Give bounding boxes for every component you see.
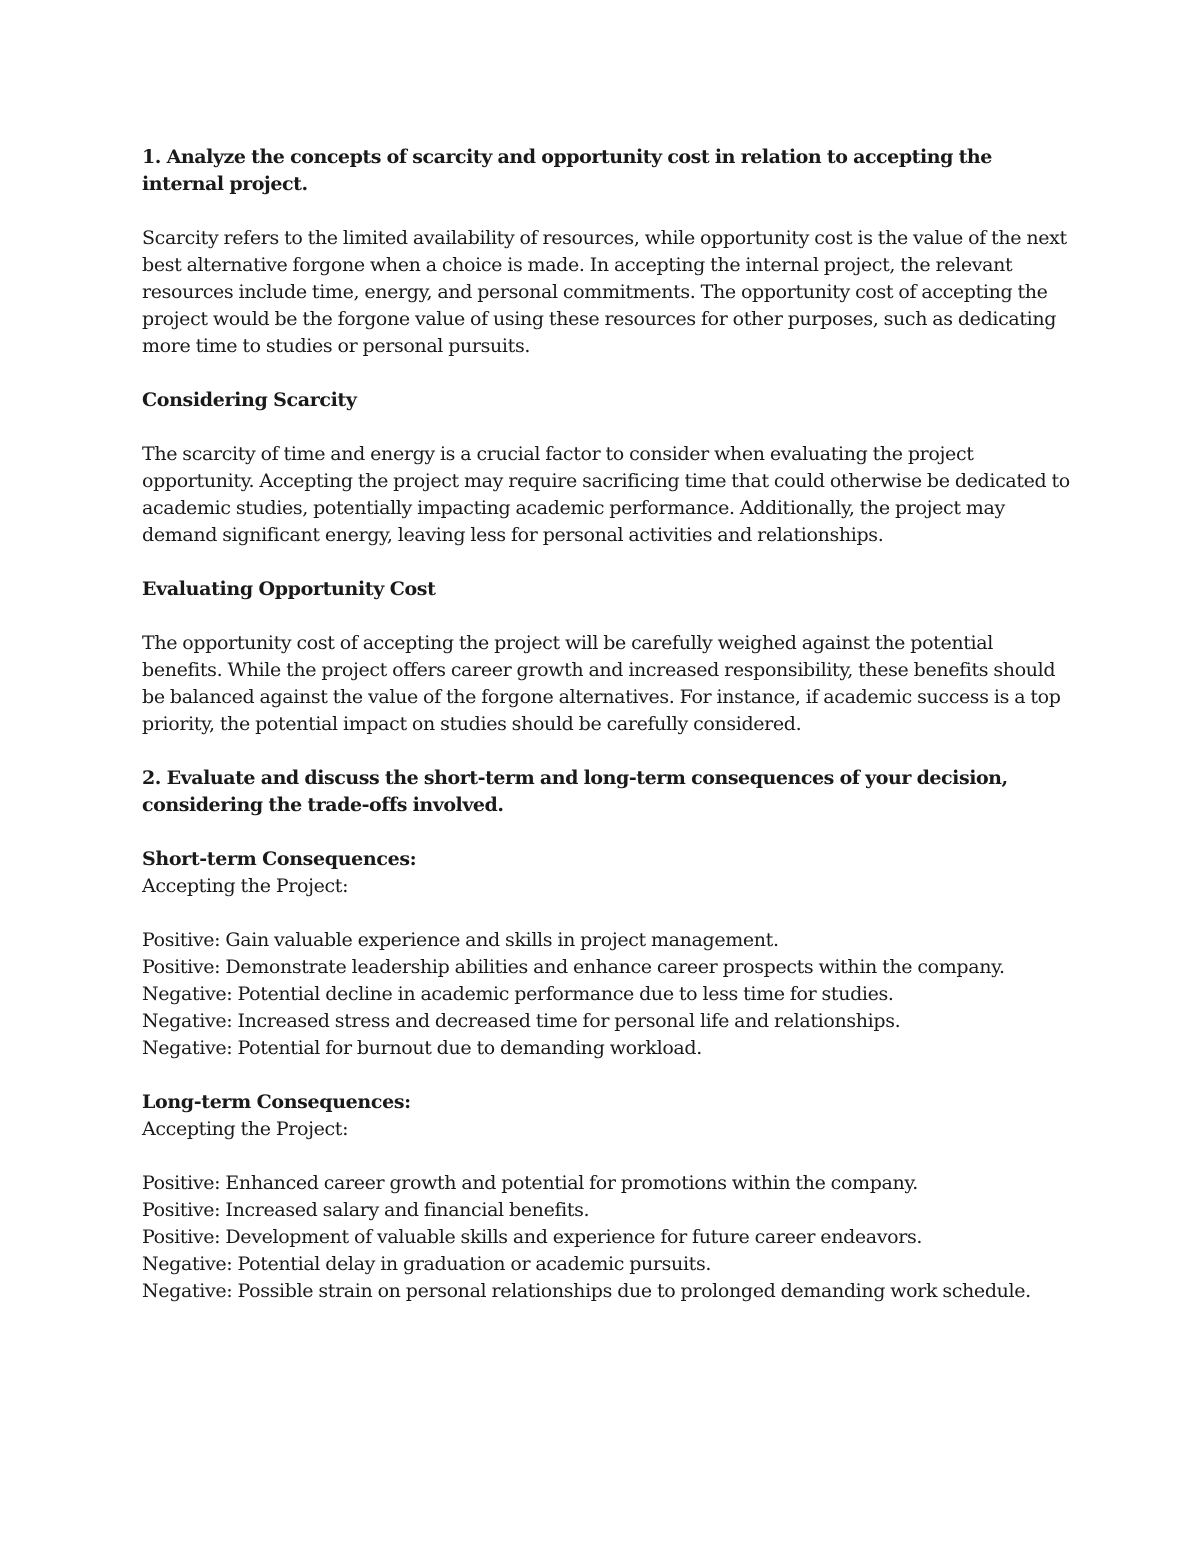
list-item: Negative: Possible strain on personal relationships due to prolonged demanding work schedule. — [142, 1280, 1031, 1302]
list-item: Positive: Development of valuable skills and experience for future career endeavors. — [142, 1226, 923, 1248]
long-term-heading: Long-term Consequences: — [142, 1091, 411, 1113]
list-item: Negative: Potential decline in academic performance due to less time for studies. — [142, 983, 894, 1005]
list-item: Positive: Demonstrate leadership abilities and enhance career prospects within the company. — [142, 956, 1005, 978]
question-1-heading: 1. Analyze the concepts of scarcity and opportunity cost in relation to accepting the internal project. — [142, 146, 992, 195]
considering-scarcity-body: The scarcity of time and energy is a crucial factor to consider when evaluating the project opportunity. Accepting the project may require sacrificing time that could otherwise be dedicated to academic studies, potentially impacting academic performance. Additionally, the project may demand significant energy, leaving less for personal activities and relationships. — [142, 443, 1070, 546]
question-1-intro: Scarcity refers to the limited availability of resources, while opportunity cost is the value of the next best alternative forgone when a choice is made. In accepting the internal project, the relevant resources include time, energy, and personal commitments. The opportunity cost of accepting the project would be the forgone value of using these resources for other purposes, such as dedicating more time to studies or personal pursuits. — [142, 227, 1067, 357]
list-item: Negative: Increased stress and decreased time for personal life and relationships. — [142, 1010, 901, 1032]
long-term-list — [142, 1170, 1072, 1305]
list-item: Positive: Gain valuable experience and skills in project management. — [142, 929, 779, 951]
evaluating-opportunity-cost-heading: Evaluating Opportunity Cost — [142, 578, 436, 600]
considering-scarcity-heading: Considering Scarcity — [142, 389, 357, 411]
short-term-list — [142, 927, 1072, 1062]
short-term-heading: Short-term Consequences: — [142, 848, 417, 870]
document-page — [142, 144, 1072, 1305]
question-2-heading: 2. Evaluate and discuss the short-term and long-term consequences of your decision, considering the trade-offs involved. — [142, 767, 1008, 816]
list-item: Positive: Increased salary and financial benefits. — [142, 1199, 590, 1221]
list-item: Negative: Potential delay in graduation or academic pursuits. — [142, 1253, 712, 1275]
evaluating-opportunity-cost-body: The opportunity cost of accepting the project will be carefully weighed against the potential benefits. While the project offers career growth and increased responsibility, these benefits should be balanced against the value of the forgone alternatives. For instance, if academic success is a top priority, the potential impact on studies should be carefully considered. — [142, 632, 1061, 735]
short-term-lead: Accepting the Project: — [142, 875, 349, 897]
long-term-lead: Accepting the Project: — [142, 1118, 349, 1140]
list-item: Positive: Enhanced career growth and potential for promotions within the company. — [142, 1172, 918, 1194]
list-item: Negative: Potential for burnout due to demanding workload. — [142, 1037, 702, 1059]
